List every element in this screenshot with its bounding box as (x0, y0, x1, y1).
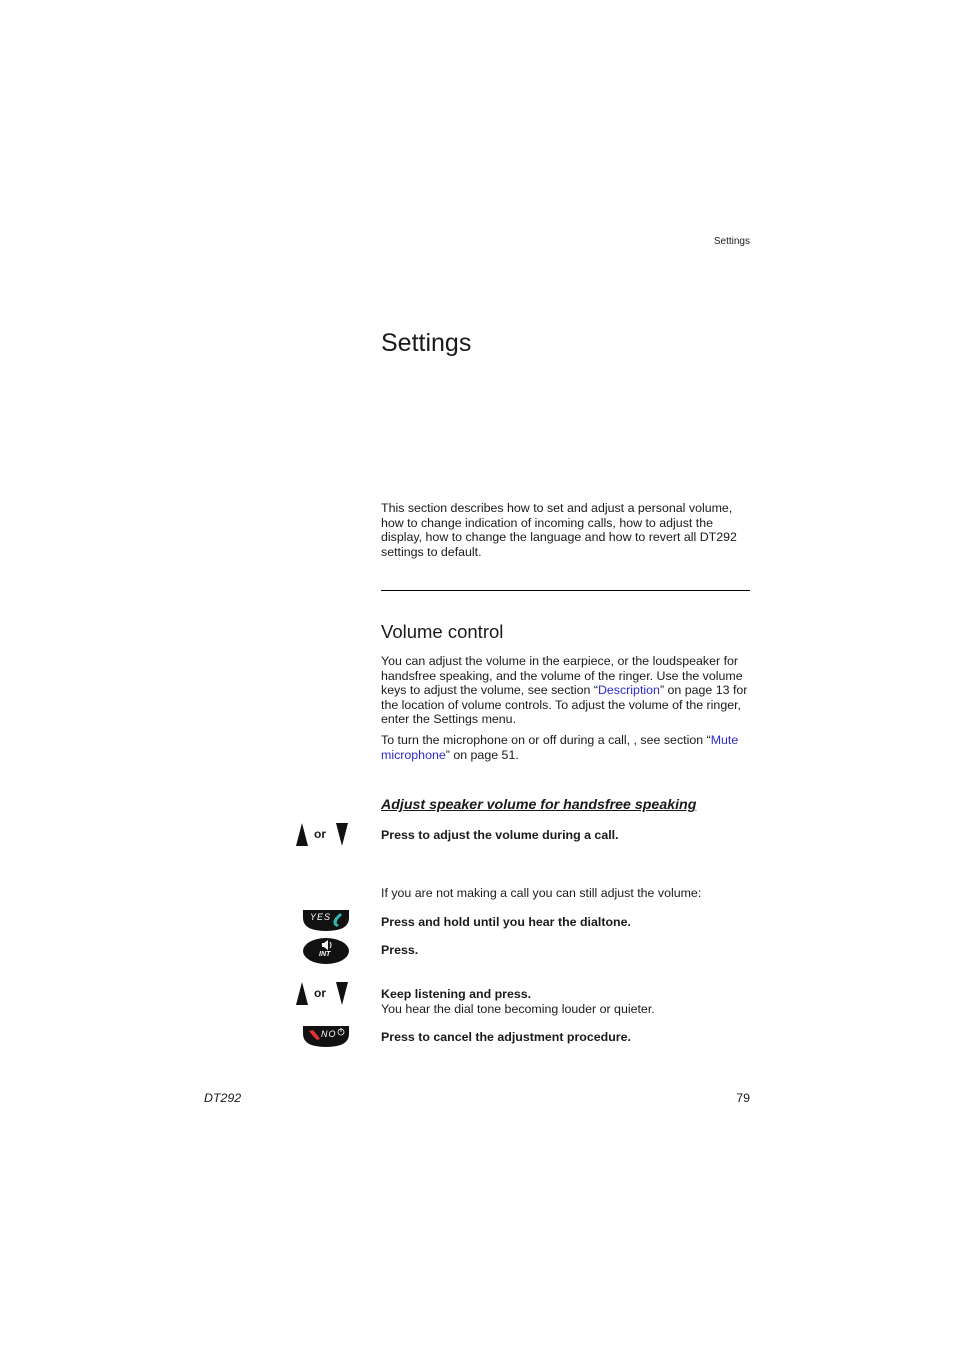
section-divider (381, 590, 750, 591)
footer-model: DT292 (204, 1091, 242, 1105)
not-in-call-note: If you are not making a call you can still adjust the volume: (381, 886, 702, 900)
no-key-label: NO (321, 1029, 337, 1039)
volume-keys-step4 (294, 981, 354, 1007)
volume-control-paragraph: You can adjust the volume in the earpiece, or the loudspeaker for handsfree speaking, and the volume of the ringer. Use the volume keys to adjust the volume, see section “Description” on page 13 for the location of volume controls. To adjust the volume of the ringer, enter the Settings menu. (381, 654, 748, 727)
page-title: Settings (381, 329, 472, 357)
step-adjust-during-call: Press to adjust the volume during a call. (381, 828, 619, 842)
footer-page-number: 79 (736, 1091, 750, 1105)
or-label-2: or (314, 986, 326, 1000)
or-label: or (314, 827, 326, 841)
section-title-volume-control: Volume control (381, 621, 504, 642)
yes-key (302, 908, 350, 932)
step-keep-listening: Keep listening and press. You hear the dial tone becoming louder or quieter. (381, 987, 655, 1016)
int-key (302, 937, 350, 961)
no-key (302, 1024, 350, 1048)
intro-paragraph: This section describes how to set and adjust a personal volume, how to change indication of incoming calls, how to adjust the display, how to change the language and how to revert all DT292 settings to default. (381, 501, 737, 559)
yes-key-label: YES (310, 912, 332, 922)
mute-microphone-link[interactable]: Mute microphone (381, 733, 739, 762)
step-cancel: Press to cancel the adjustment procedure. (381, 1030, 631, 1044)
step-press: Press. (381, 943, 419, 957)
subsection-title-adjust-speaker: Adjust speaker volume for handsfree speaking (381, 797, 697, 813)
running-header: Settings (713, 236, 750, 247)
mute-paragraph: To turn the microphone on or off during a call, , see section “Mute microphone” on page 51. (381, 733, 739, 762)
description-link[interactable]: Description (597, 683, 660, 698)
volume-keys-step1 (294, 822, 354, 848)
int-key-label: INT (319, 951, 331, 958)
settings-menu-name: Settings (433, 712, 479, 727)
step-press-hold: Press and hold until you hear the dialtone. (381, 915, 631, 929)
